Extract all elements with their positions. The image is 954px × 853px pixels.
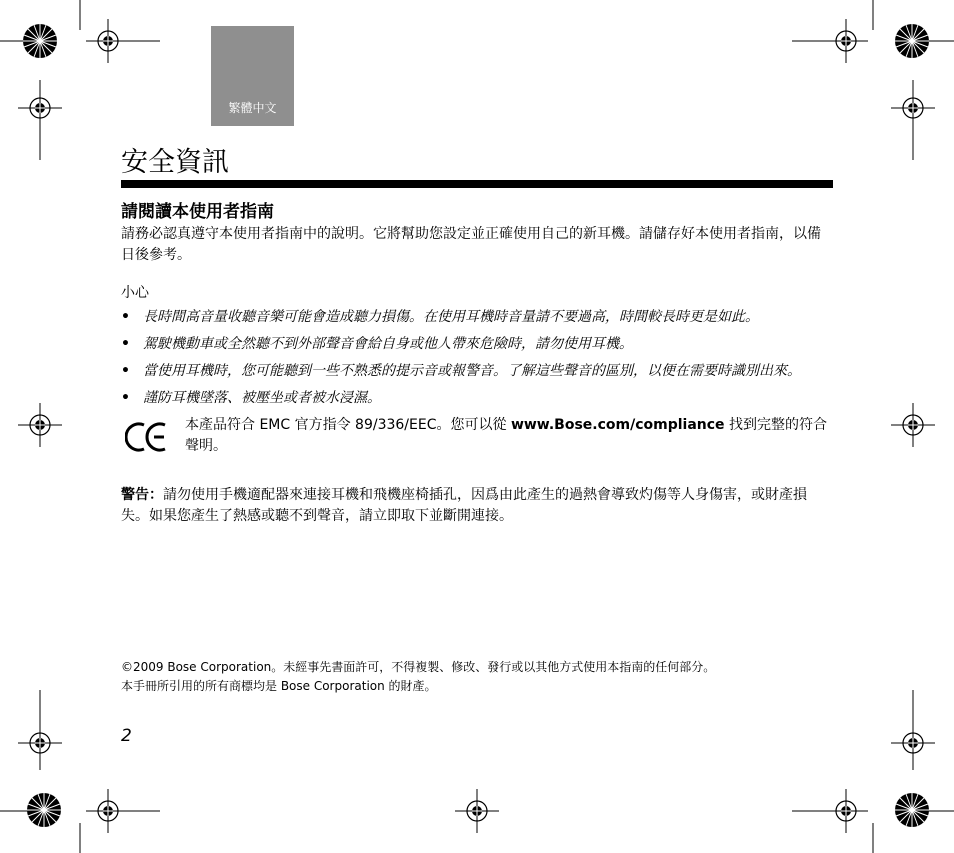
warning-body: 請勿使用手機適配器來連接耳機和飛機座椅插孔，因爲由此產生的過熱會導致灼傷等人身傷害，或財產損失。如果您產生了熱感或聽不到聲音，請立即取下並斷開連接。 — [121, 487, 807, 524]
copyright-line: ©2009 Bose Corporation。未經事先書面許可，不得複製、修改、發行或以其他方式使用本指南的任何部分。 — [121, 660, 716, 674]
caution-item — [121, 334, 833, 355]
ce-mark-icon — [125, 417, 173, 457]
caution-list — [121, 307, 833, 409]
title-rule — [121, 180, 833, 188]
warning-label: 警告： — [121, 487, 163, 503]
read-guide-body: 請務必認真遵守本使用者指南中的說明。它將幫助您設定並正確使用自己的新耳機。請儲存好本使用者指南，以備日後參考。 — [121, 226, 821, 263]
caution-item — [121, 361, 833, 382]
caution-item-text: 謹防耳機墜落、被壓坐或者被水浸濕。 — [143, 390, 381, 406]
bullet-icon: • — [121, 336, 130, 352]
copyright-footer — [121, 658, 833, 696]
caution-item — [121, 388, 833, 409]
trademark-line: 本手冊所引用的所有商標均是 Bose Corporation 的財產。 — [121, 679, 437, 693]
bullet-icon: • — [121, 390, 130, 406]
warning-block — [121, 485, 833, 527]
read-guide-heading: 請閱讀本使用者指南 — [121, 202, 274, 222]
compliance-text — [185, 415, 833, 457]
compliance-block — [121, 415, 833, 457]
compliance-text-before: 本產品符合 EMC 官方指令 89/336/EEC。您可以從 — [185, 417, 511, 433]
compliance-text-after: 找到完整的符合聲明。 — [185, 417, 827, 454]
caution-item-text: 當使用耳機時，您可能聽到一些不熟悉的提示音或報警音。了解這些聲音的區別，以便在需要時識別出來。 — [143, 363, 801, 379]
language-tab — [211, 26, 294, 126]
caution-title: 小心 — [121, 285, 149, 301]
page-title: 安全資訊 — [121, 147, 229, 178]
language-tab-label: 繁體中文 — [228, 101, 277, 115]
bullet-icon: • — [121, 363, 130, 379]
caution-item-text: 長時間高音量收聽音樂可能會造成聽力損傷。在使用耳機時音量請不要過高，時間較長時更是如此。 — [143, 309, 759, 325]
compliance-link[interactable]: www.Bose.com/compliance — [510, 417, 725, 433]
page-number: 2 — [121, 726, 132, 746]
bullet-icon: • — [121, 309, 130, 325]
caution-item-text: 駕駛機動車或全然聽不到外部聲音會給自身或他人帶來危險時，請勿使用耳機。 — [143, 336, 633, 352]
main-content — [121, 200, 833, 527]
caution-item — [121, 307, 833, 328]
